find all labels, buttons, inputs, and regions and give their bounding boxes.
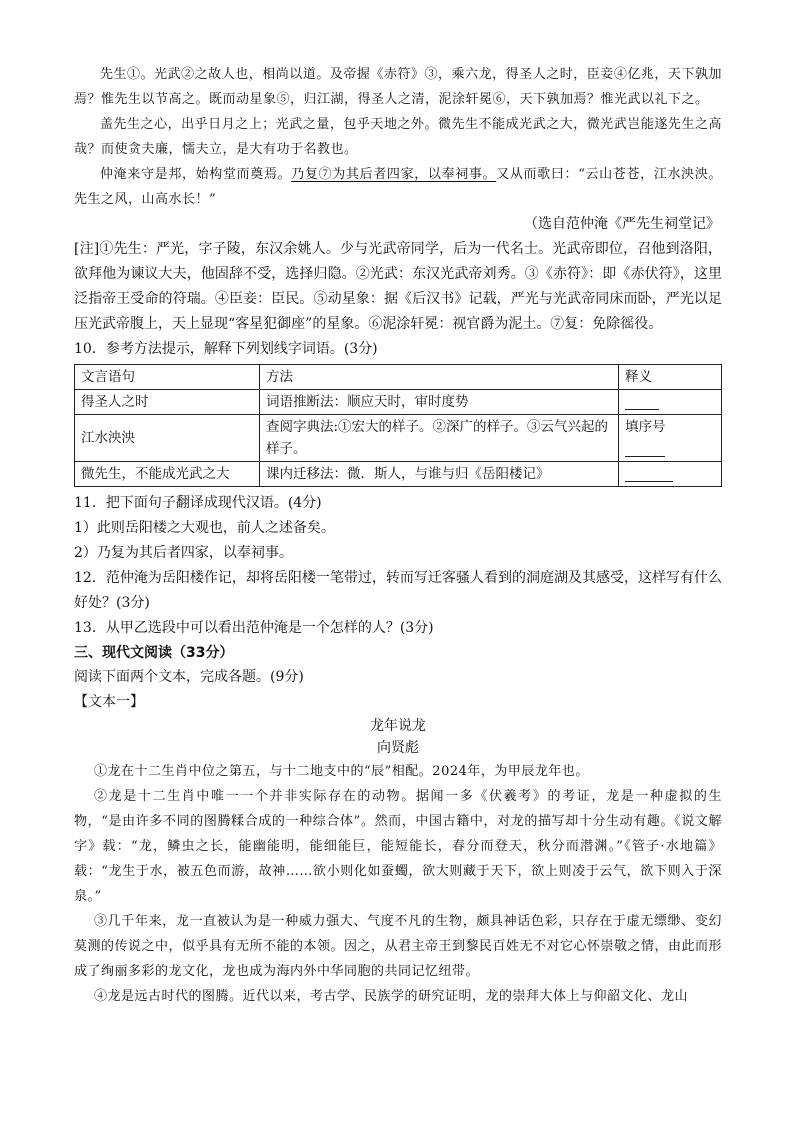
article-paragraph-1: ①龙在十二生肖中位之第五，与十二地支中的“辰”相配。2024年，为甲辰龙年也。 <box>94 764 589 779</box>
classical-p3-end: 又从而歌曰：“云山苍苍，江水泱泱。先生之风，山高水长！” <box>74 167 722 207</box>
classical-paragraph-3 <box>74 162 722 212</box>
method-table <box>74 364 722 487</box>
classical-paragraph-2: 盖先生之心，出乎日月之上；光武之量，包乎天地之外。微先生不能成光武之大，微光武岂能遂先生之高哉？而使贪夫廉，懦夫立，是大有功于名教也。 <box>74 117 722 157</box>
annotations: [注]①先生：严光，字子陵，东汉余姚人。少与光武帝同学，后为一代名士。光武帝即位，召他到洛阳，欲拜他为谏议大夫，他固辞不受，选择归隐。②光武：东汉光武帝刘秀。③《赤符》：即《赤伏符》，这里泛指帝王受命的符瑞。④臣妾：臣民。⑤动星象：据《后汉书》记载，严光与光武帝同床而卧，严光以足压光武帝腹上，天上显现“客星犯御座”的星象。⑥泥涂轩冕：视官爵为泥土。⑦复：免除徭役。 <box>74 241 722 332</box>
page-content <box>74 62 722 1009</box>
article-paragraph-3: ③几千年来，龙一直被认为是一种威力强大、气度不凡的生物，颇具神话色彩，只存在于虚无缥缈、变幻莫测的传说之中，似乎具有无所不能的本领。因之，从君主帝王到黎民百姓无不对它心怀崇敬之情，由此而形成了绚丽多彩的龙文化，龙也成为海内外中华同胞的共同记忆纽带。 <box>74 914 723 979</box>
classical-paragraph-1: 先生①。光武②之故人也，相尚以道。及帝握《赤符》③，乘六龙，得圣人之时，臣妾④亿兆，天下孰加焉？惟先生以节高之。既而动星象⑤，归江湖，得圣人之清，泥涂轩冕⑥，天下孰加焉？惟光武以礼下之。 <box>74 67 722 107</box>
table-header: 方法 <box>260 365 619 390</box>
section-3-instruction: 阅读下面两个文本，完成各题。(9分) <box>74 669 304 685</box>
article-title: 龙年说龙 <box>370 718 426 734</box>
table-header: 文言语句 <box>75 365 260 390</box>
question-13: 13．从甲乙选段中可以看出范仲淹是一个怎样的人？(3分) <box>74 620 434 636</box>
answer-blank-2[interactable] <box>619 415 722 462</box>
answer-hint: 填序号 <box>625 419 666 435</box>
table-header-row <box>75 365 722 390</box>
question-10-stem: 10．参考方法提示，解释下列划线字词语。(3分) <box>74 341 378 357</box>
table-cell-phrase: 江水泱泱 <box>75 415 260 462</box>
table-cell-method: 查阅字典法:①宏大的样子。②深广的样子。③云气兴起的样子。 <box>260 415 619 462</box>
article-paragraph-2: ②龙是十二生肖中唯一一个并非实际存在的动物。据闻一多《伏羲考》的考证，龙是一种虚拟的生物，“是由许多不同的图腾糅合成的一种综合体”。然而，中国古籍中，对龙的描写却十分生动有趣。《说文解字》载：“龙，鳞虫之长，能幽能明，能细能巨，能短能长，春分而登天，秋分而潜渊。”《管子·水地篇》载：“龙生于水，被五色而游，故神……欲小则化如蚕蠋，欲大则藏于天下，欲上则凌于云气，欲下则入于深泉。” <box>74 789 722 904</box>
table-cell-method: 词语推断法：顺应天时，审时度势 <box>260 390 619 415</box>
question-11-sentence-1: 1）此则岳阳楼之大观也，前人之述备矣。 <box>74 520 335 536</box>
article-author: 向贤彪 <box>377 740 419 756</box>
underlined-sentence: 乃复⑦为其后者四家，以奉祠事。 <box>291 167 497 182</box>
text-1-label: 【文本一】 <box>74 694 144 710</box>
table-row <box>75 390 722 415</box>
section-3-title: 三、现代文阅读（33分） <box>74 645 234 661</box>
source-citation: （选自范仲淹《严先生祠堂记》 <box>524 216 720 232</box>
answer-blank-3[interactable] <box>619 462 722 487</box>
classical-p3-start: 仲淹来守是邦，始构堂而奠焉。 <box>100 167 292 182</box>
answer-blank-1[interactable] <box>619 390 722 415</box>
table-row <box>75 415 722 462</box>
table-header: 释义 <box>619 365 722 390</box>
article-paragraph-4: ④龙是远古时代的图腾。近代以来，考古学、民族学的研究证明，龙的崇拜大体上与仰韶文化、龙山 <box>94 989 689 1004</box>
table-row <box>75 462 722 487</box>
table-cell-phrase: 得圣人之时 <box>75 390 260 415</box>
table-cell-phrase: 微先生，不能成光武之大 <box>75 462 260 487</box>
table-cell-method: 课内迁移法：微．斯人，与谁与归《岳阳楼记》 <box>260 462 619 487</box>
question-12: 12．范仲淹为岳阳楼作记，却将岳阳楼一笔带过，转而写迁客骚人看到的洞庭湖及其感受，这样写有什么好处？(3分) <box>74 570 722 611</box>
question-11-stem: 11．把下面句子翻译成现代汉语。(4分) <box>74 495 322 511</box>
question-11-sentence-2: 2）乃复为其后者四家，以奉祠事。 <box>74 545 293 561</box>
